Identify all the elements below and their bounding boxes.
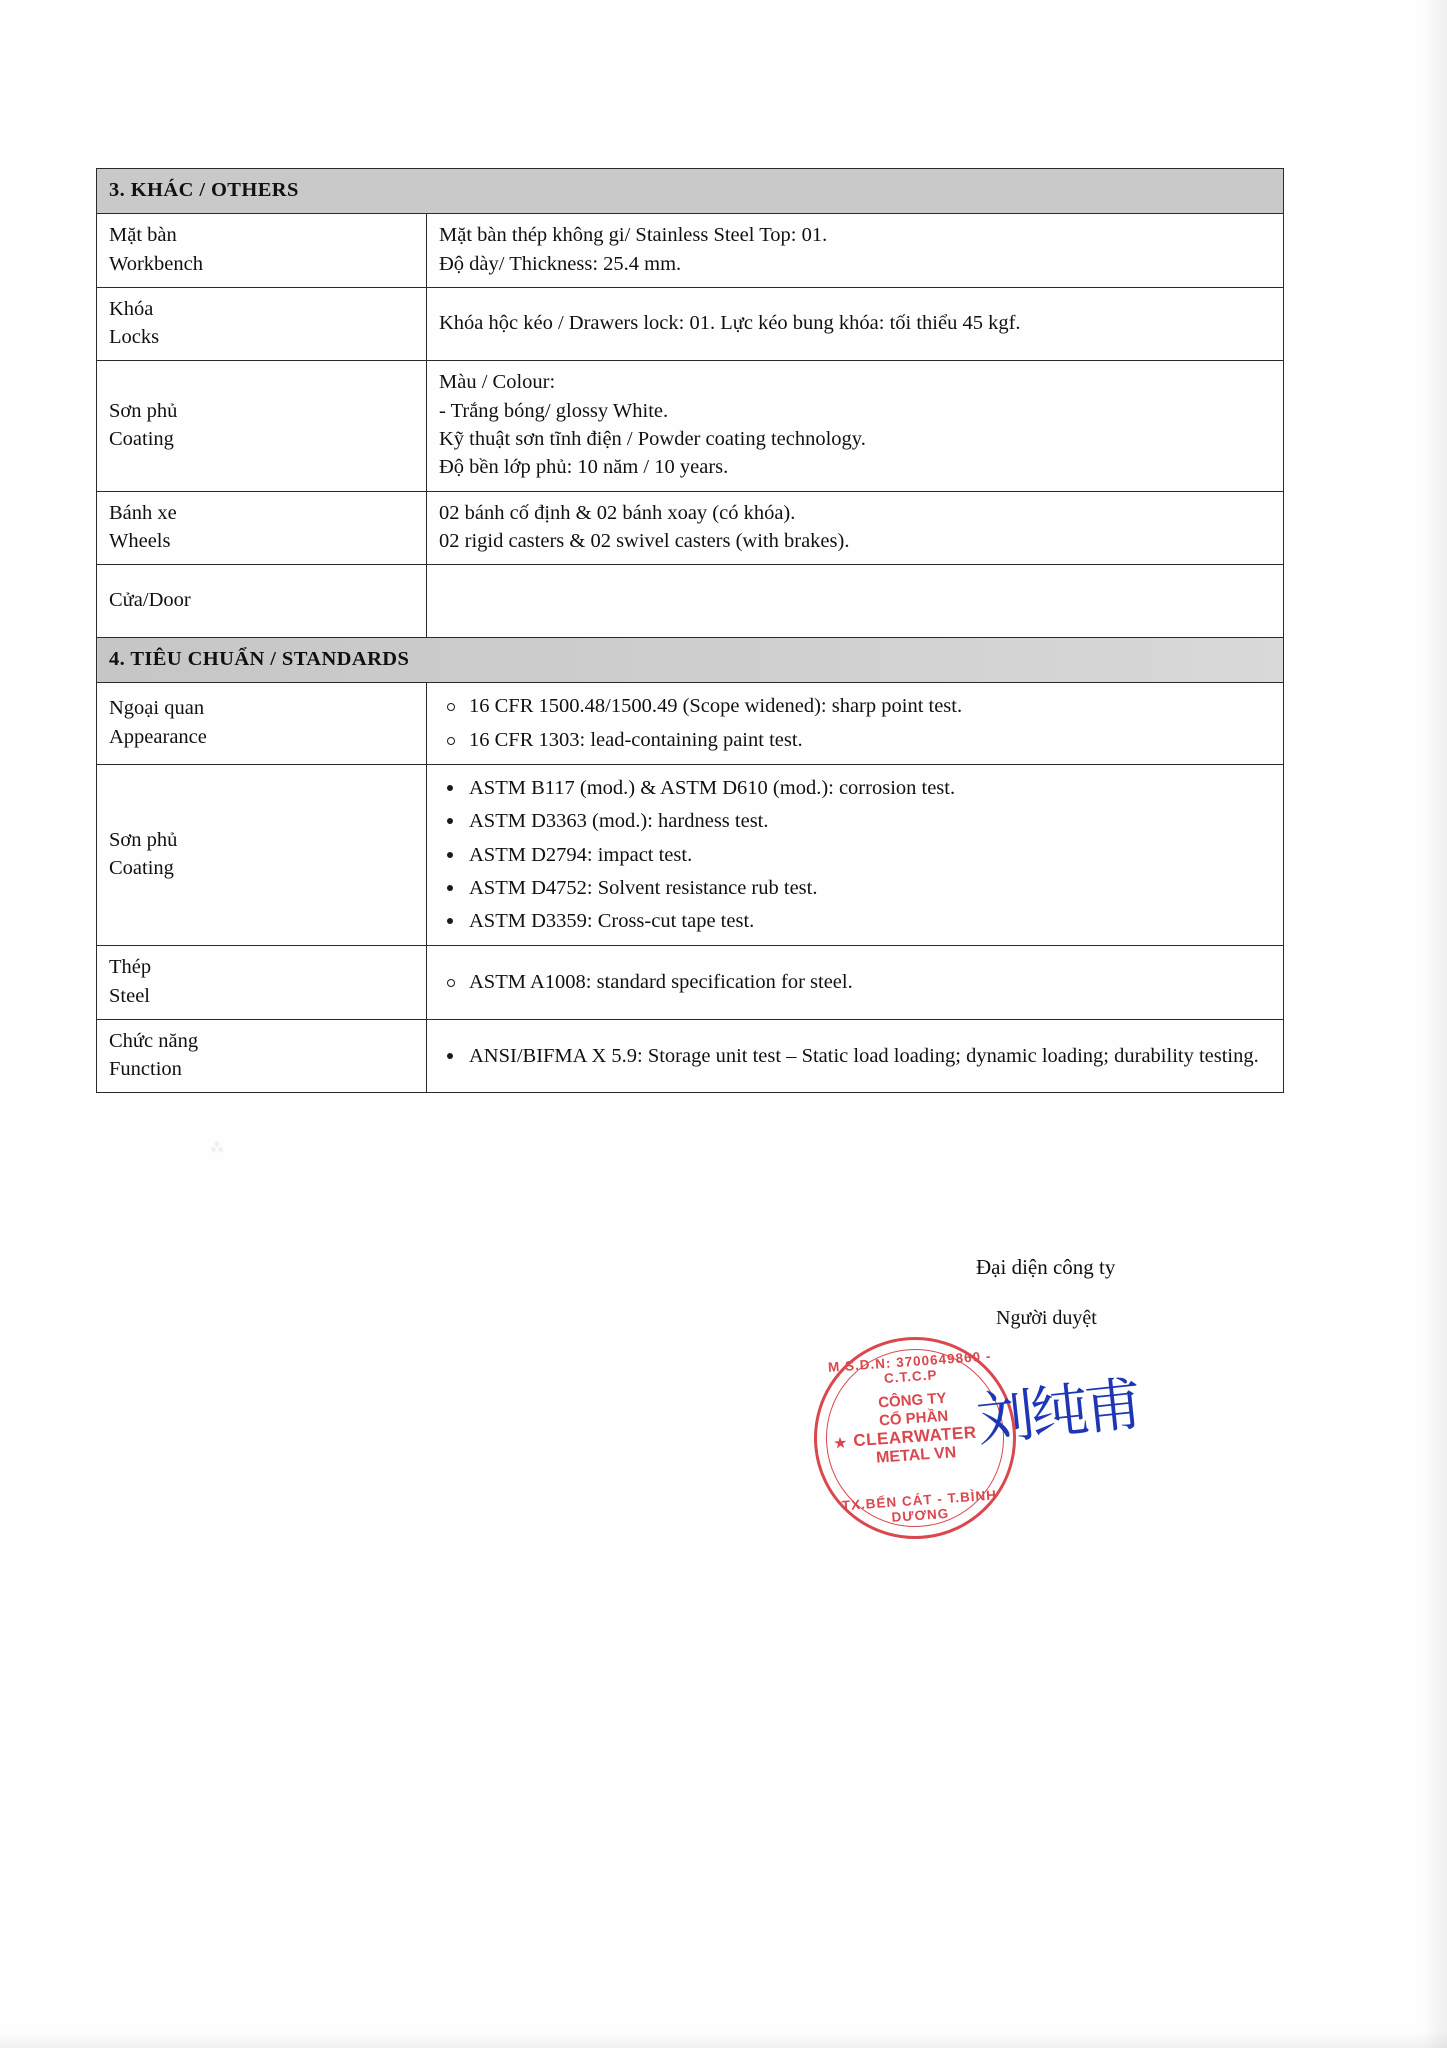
table-row — [97, 214, 1284, 288]
row-label-wheels: Bánh xe Wheels — [97, 491, 427, 565]
row-value-coating: Màu / Colour: - Trắng bóng/ glossy White. Kỹ thuật sơn tĩnh điện / Powder coating technology. Độ bền lớp phủ: 10 năm / 10 years. — [427, 361, 1284, 491]
list-item: 16 CFR 1500.48/1500.49 (Scope widened): sharp point test. — [439, 692, 1273, 720]
row-label-coating-standards: Sơn phủ Coating — [97, 764, 427, 945]
signature-block — [96, 1255, 1284, 1555]
table-row — [97, 683, 1284, 765]
section-header-standards-label: 4. TIÊU CHUẨN / STANDARDS — [97, 638, 1284, 683]
list-item: ASTM D4752: Solvent resistance rub test. — [439, 874, 1273, 902]
list-item: ANSI/BIFMA X 5.9: Storage unit test – Static load loading; dynamic loading; durability testing. — [439, 1042, 1273, 1070]
company-representative-title: Đại diện công ty — [976, 1255, 1116, 1279]
list-item: ASTM D3359: Cross-cut tape test. — [439, 907, 1273, 935]
stamp-line-2: CỔ PHẦN — [878, 1407, 949, 1430]
scan-edge-shadow-bottom — [0, 2030, 1447, 2048]
row-label-workbench: Mặt bàn Workbench — [97, 214, 427, 288]
bullet-list — [439, 1042, 1273, 1070]
row-value-coating-standards — [427, 764, 1284, 945]
row-label-locks: Khóa Locks — [97, 287, 427, 361]
handwritten-signature: 刘纯甫 — [973, 1369, 1142, 1455]
stamp-line-3: CLEARWATER — [852, 1423, 978, 1451]
row-value-function — [427, 1019, 1284, 1093]
bullet-list — [439, 774, 1273, 935]
row-label-coating: Sơn phủ Coating — [97, 361, 427, 491]
star-icon: ★ — [832, 1434, 849, 1453]
standards-table — [96, 637, 1284, 1093]
row-value-workbench: Mặt bàn thép không gi/ Stainless Steel Top: 01. Độ dày/ Thickness: 25.4 mm. — [427, 214, 1284, 288]
stamp-line-1: CÔNG TY — [877, 1389, 948, 1412]
row-value-locks: Khóa hộc kéo / Drawers lock: 01. Lực kéo bung khóa: tối thiểu 45 kgf. — [427, 287, 1284, 361]
approver-label: Người duyệt — [996, 1307, 1097, 1329]
section-header-others — [97, 169, 1284, 214]
row-value-wheels: 02 bánh cố định & 02 bánh xoay (có khóa). 02 rigid casters & 02 swivel casters (with brakes). — [427, 491, 1284, 565]
table-row — [97, 287, 1284, 361]
list-item: 16 CFR 1303: lead-containing paint test. — [439, 726, 1273, 754]
list-item: ASTM A1008: standard specification for steel. — [439, 968, 1273, 996]
table-row — [97, 764, 1284, 945]
list-item: ASTM D2794: impact test. — [439, 841, 1273, 869]
others-table — [96, 168, 1284, 638]
row-value-door — [427, 565, 1284, 638]
row-label-steel: Thép Steel — [97, 946, 427, 1020]
table-row — [97, 491, 1284, 565]
row-value-appearance — [427, 683, 1284, 765]
row-label-door: Cửa/Door — [97, 565, 427, 638]
row-label-function: Chức năng Function — [97, 1019, 427, 1093]
specification-document — [96, 168, 1284, 1093]
list-item: ASTM B117 (mod.) & ASTM D610 (mod.): corrosion test. — [439, 774, 1273, 802]
stamp-address: TX.BẾN CÁT - T.BÌNH DƯƠNG — [841, 1487, 998, 1525]
row-label-appearance: Ngoại quan Appearance — [97, 683, 427, 765]
section-header-others-label: 3. KHÁC / OTHERS — [97, 169, 1284, 214]
table-row — [97, 946, 1284, 1020]
stamp-registration-number: M.S.D.N: 3700649860 - C.T.C.P — [827, 1348, 992, 1386]
row-value-steel — [427, 946, 1284, 1020]
stamp-line-4: METAL VN — [875, 1444, 957, 1468]
list-item: ASTM D3363 (mod.): hardness test. — [439, 807, 1273, 835]
bullet-list — [439, 968, 1273, 996]
table-row — [97, 361, 1284, 491]
table-row — [97, 1019, 1284, 1093]
section-header-standards — [97, 638, 1284, 683]
bullet-list — [439, 692, 1273, 754]
scan-edge-shadow-right — [1421, 0, 1447, 2048]
table-row — [97, 565, 1284, 638]
